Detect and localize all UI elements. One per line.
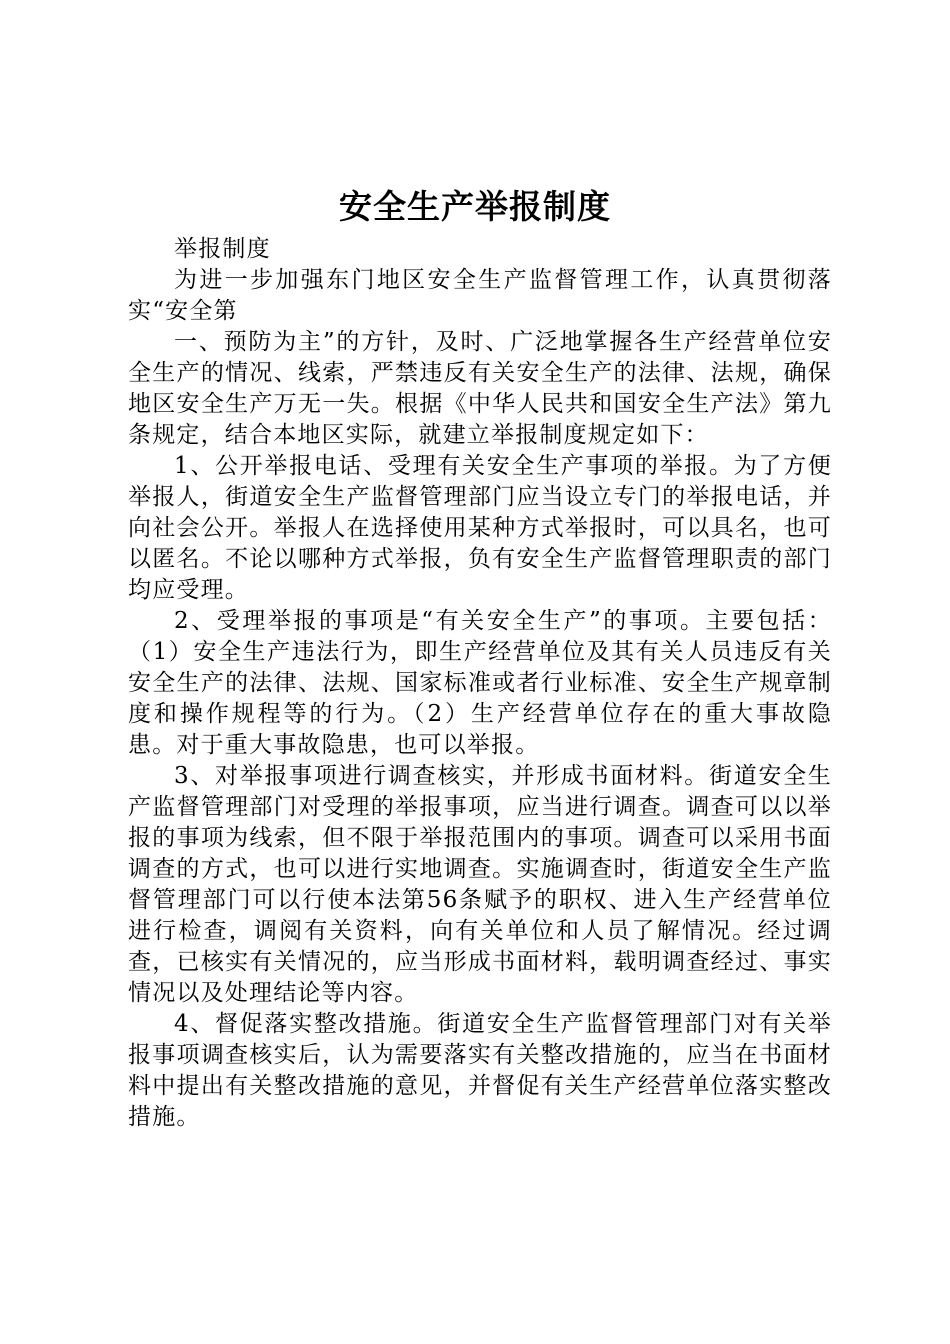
paragraph-item-4: 4、督促落实整改措施。街道安全生产监督管理部门对有关举报事项调查核实后，认为需要落实有关整改措施的，应当在书面材料中提出有关整改措施的意见，并督促有关生产经营单位落实整改措施。 [128,1011,832,1130]
paragraph-heading: 举报制度 [174,236,271,262]
paragraph-item-1: 1、公开举报电话、受理有关安全生产事项的举报。为了方便举报人，街道安全生产监督管理部门应当设立专门的举报电话，并向社会公开。举报人在选择使用某种方式举报时，可以具名，也可以匿名。不论以哪种方式举报，负有安全生产监督管理职责的部门均应受理。 [128,453,832,603]
paragraph-item-2: 2、受理举报的事项是“有关安全生产”的事项。主要包括：（1）安全生产违法行为，即生产经营单位及其有关人员违反有关安全生产的法律、法规、国家标准或者行业标准、安全生产规章制度和操作规程等的行为。（2）生产经营单位存在的重大事故隐患。对于重大事故隐患，也可以举报。 [128,608,832,758]
paragraph-principle: 一、预防为主”的方针，及时、广泛地掌握各生产经营单位安全生产的情况、线索，严禁违反有关安全生产的法律、法规，确保地区安全生产万无一失。根据《中华人民共和国安全生产法》第九条规定，结合本地区实际，就建立举报制度规定如下： [128,329,832,448]
paragraph-intro: 为进一步加强东门地区安全生产监督管理工作，认真贯彻落实“安全第 [128,267,832,324]
document-title: 安全生产举报制度 [339,187,611,226]
document-body [128,234,832,1133]
paragraph-item-3: 3、对举报事项进行调查核实，并形成书面材料。街道安全生产监督管理部门对受理的举报事项，应当进行调查。调查可以以举报的事项为线索，但不限于举报范围内的事项。调查可以采用书面调查的方式，也可以进行实地调查。实施调查时，街道安全生产监督管理部门可以行使本法第56条赋予的职权、进入生产经营单位进行检查，调阅有关资料，向有关单位和人员了解情况。经过调查，已核实有关情况的，应当形成书面材料，载明调查经过、事实情况以及处理结论等内容。 [128,763,832,1006]
